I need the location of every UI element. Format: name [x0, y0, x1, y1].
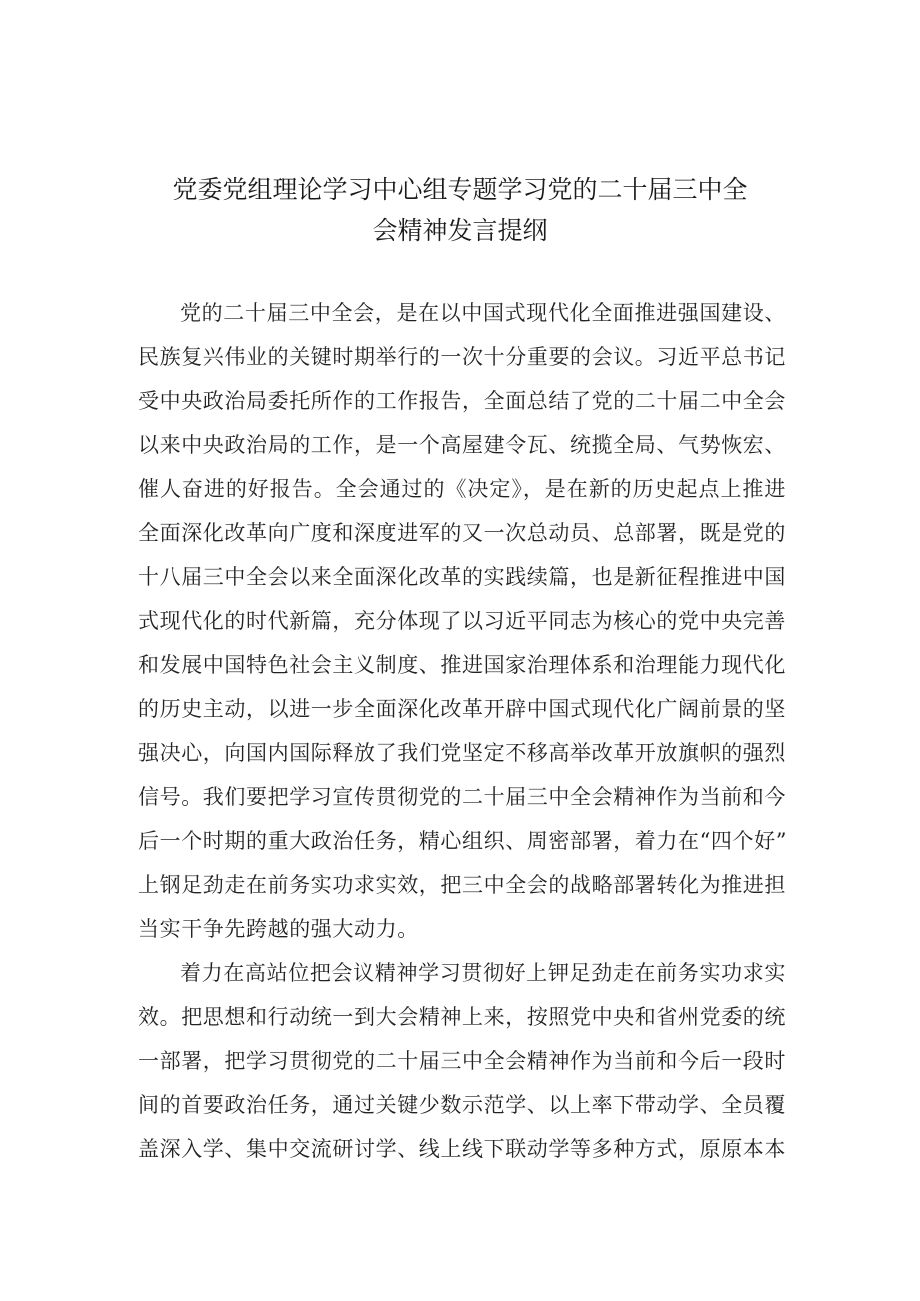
paragraph-1-line-13: 后一个时期的重大政治任务，精心组织、周密部署，着力在“四个好”: [138, 829, 788, 853]
paragraph-1-line-11: 强决心，向国内国际释放了我们党坚定不移高举改革开放旗帜的强烈: [138, 741, 786, 765]
paragraph-1-line-1: 党的二十届三中全会，是在以中国式现代化全面推进强国建设、: [180, 301, 786, 325]
paragraph-1-line-8: 式现代化的时代新篇，充分体现了以习近平同志为核心的党中央完善: [138, 609, 786, 633]
paragraph-1-line-5: 催人奋进的好报告。全会通过的《决定》，是在新的历史起点上推进: [138, 477, 786, 501]
paragraph-2-line-2: 效。把思想和行动统一到大会精神上来，按照党中央和省州党委的统: [138, 1005, 786, 1029]
paragraph-1-line-4: 以来中央政治局的工作，是一个高屋建令瓦、统揽全局、气势恢宏、: [138, 433, 786, 457]
paragraph-2-line-3: 一部署，把学习贯彻党的二十届三中全会精神作为当前和今后一段时: [138, 1049, 786, 1073]
paragraph-1-line-3: 受中央政治局委托所作的工作报告，全面总结了党的二十届二中全会: [138, 389, 786, 413]
paragraph-2-line-5: 盖深入学、集中交流研讨学、线上线下联动学等多种方式，原原本本: [138, 1137, 786, 1161]
paragraph-1-line-7: 十八届三中全会以来全面深化改革的实践续篇，也是新征程推进中国: [138, 565, 786, 589]
paragraph-1-line-12: 信号。我们要把学习宣传贯彻党的二十届三中全会精神作为当前和今: [138, 785, 786, 809]
paragraph-1-line-10: 的历史主动，以进一步全面深化改革开辟中国式现代化广阔前景的坚: [138, 697, 786, 721]
paragraph-1-line-9: 和发展中国特色社会主义制度、推进国家治理体系和治理能力现代化: [138, 653, 786, 677]
paragraph-1-line-14: 上钢足劲走在前务实功求实效，把三中全会的战略部署转化为推进担: [138, 873, 786, 897]
paragraph-1-line-15: 当实干争先跨越的强大动力。: [138, 917, 419, 941]
paragraph-2-line-4: 间的首要政治任务，通过关键少数示范学、以上率下带动学、全员覆: [138, 1093, 786, 1117]
paragraph-1-line-6: 全面深化改革向广度和深度进军的又一次总动员、总部署，既是党的: [138, 521, 786, 545]
paragraph-1-line-2: 民族复兴伟业的关键时期举行的一次十分重要的会议。习近平总书记: [138, 345, 786, 369]
document-title-line-2: 会精神发言提纲: [372, 216, 548, 245]
document-title-line-1: 党委党组理论学习中心组专题学习党的二十届三中全: [172, 175, 748, 204]
paragraph-2-line-1: 着力在高站位把会议精神学习贯彻好上钾足劲走在前务实功求实: [180, 961, 786, 985]
